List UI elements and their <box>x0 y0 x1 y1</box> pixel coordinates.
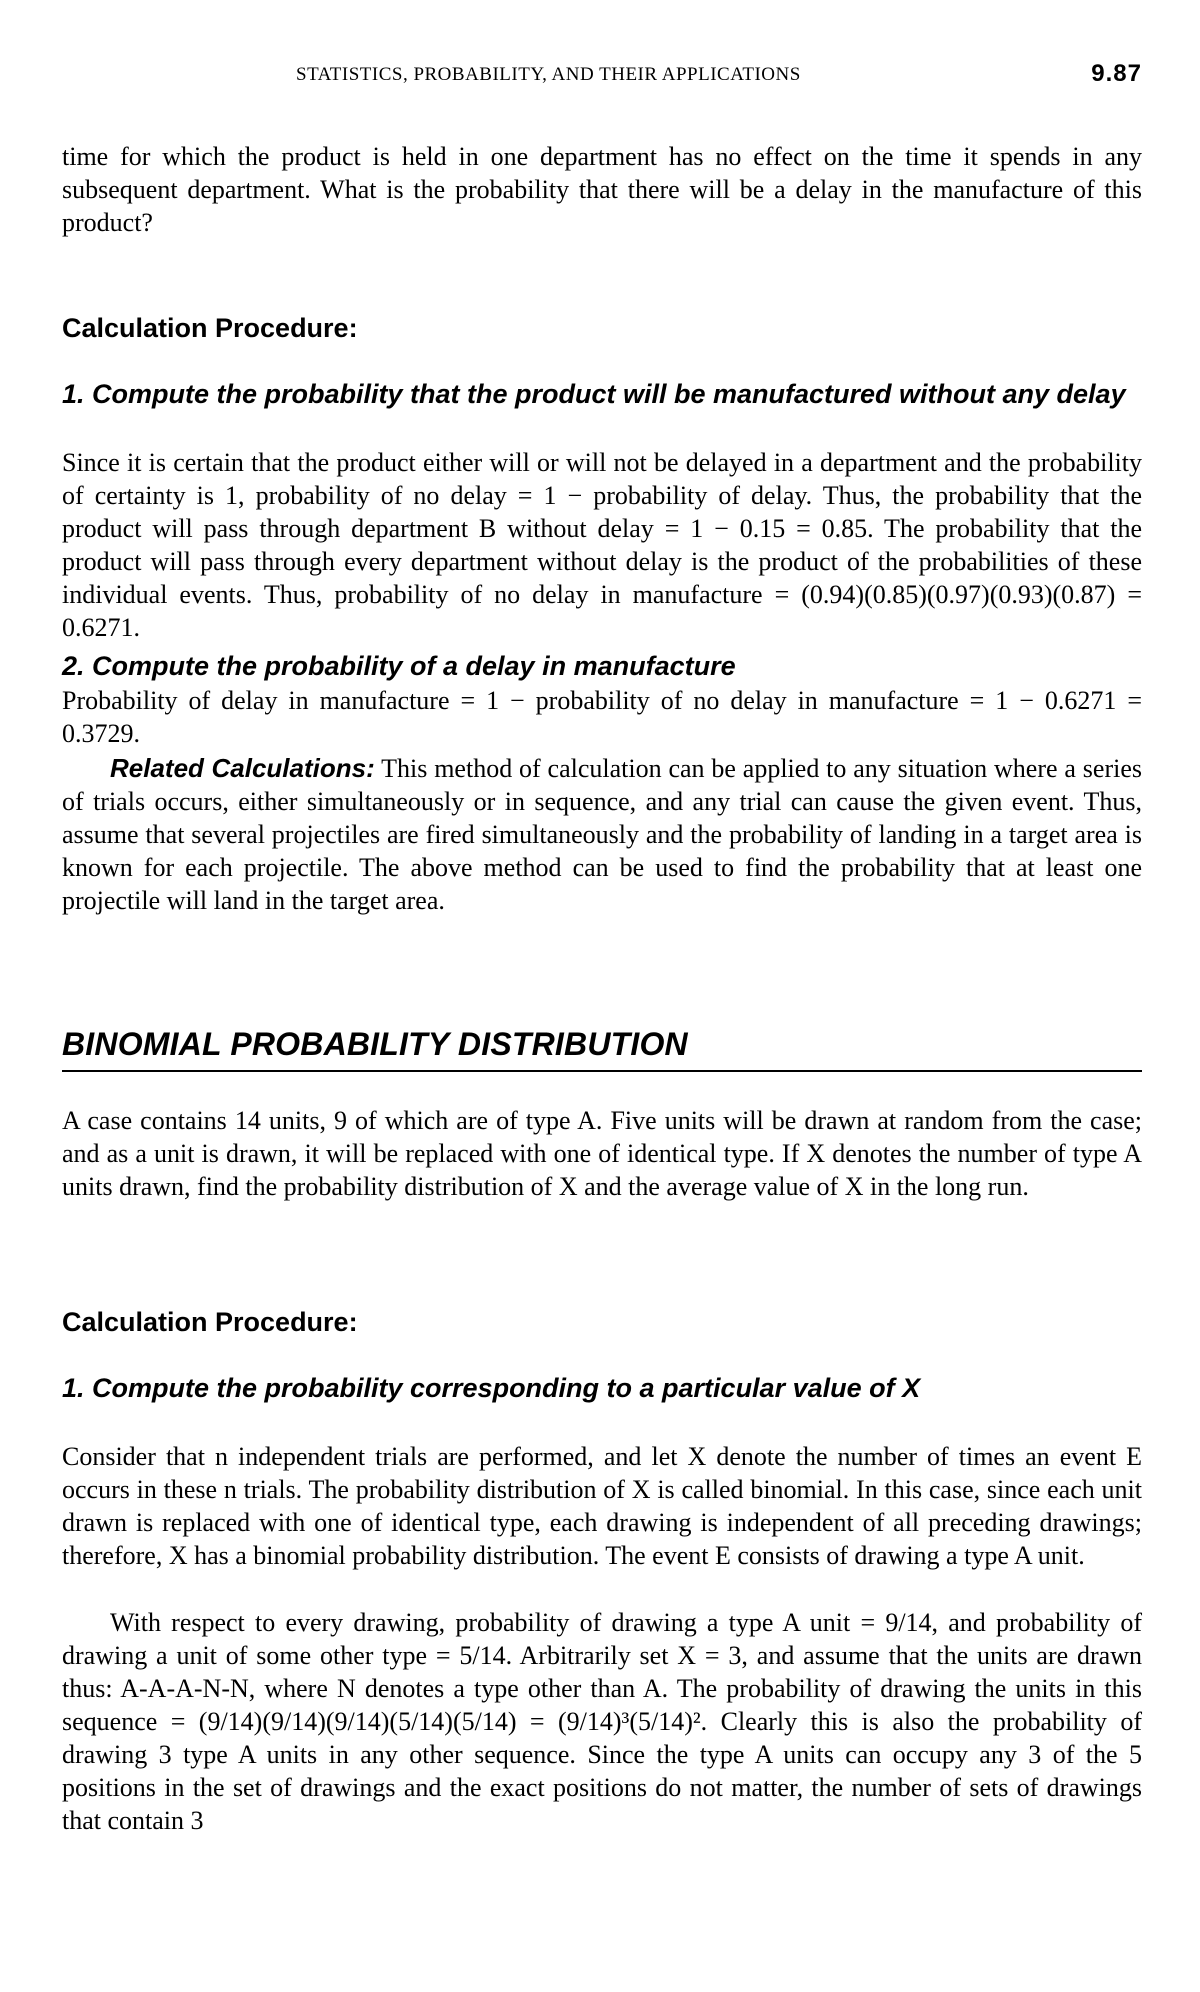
step1-heading-2: 1. Compute the probability corresponding to a particular value of X <box>62 1373 921 1403</box>
step1-paragraph: Since it is certain that the product either will or will not be delayed in a department and the probability of certainty is 1, probability of no delay = 1 − probability of delay. Thus, the probability that the product will pass through department B without delay = 1 − 0.15 = 0.85. The probability that the product will pass through every department without delay is the product of the probabilities of these individual events. Thus, probability of no delay in manufacture = (0.94)(0.85)(0.97)(0.93)(0.87) = 0.6271. <box>62 448 1142 642</box>
binomial-paragraph-2: With respect to every drawing, probability of drawing a type A unit = 9/14, and probability of drawing a unit of some other type = 5/14. Arbitrarily set X = 3, and assume that the units are drawn thus: A-A-A-N-N, where N denotes a type other than A. The probability of drawing the units in this sequence = (9/14)(9/14)(9/14)(5/14)(5/14) = (9/14)³(5/14)². Clearly this is also the probability of drawing 3 type A units in any other sequence. Since the type A units can occupy any 3 of the 5 positions in the set of drawings and the exact positions do not matter, the number of sets of drawings that contain 3 <box>62 1608 1142 1835</box>
page-number: 9.87 <box>1091 60 1142 87</box>
step1-heading: 1. Compute the probability that the product will be manufactured without any delay <box>62 379 1126 409</box>
step2-heading: 2. Compute the probability of a delay in manufacture <box>62 651 736 681</box>
related-calculations-paragraph <box>62 752 1142 917</box>
calculation-procedure-heading: Calculation Procedure: <box>62 313 358 343</box>
binomial-paragraph-1: Consider that n independent trials are performed, and let X denote the number of times an event E occurs in these n trials. The probability distribution of X is called binomial. In this case, since each unit drawn is replaced with one of identical type, each drawing is independent of all preceding drawings; therefore, X has a binomial probability distribution. The event E consists of drawing a type A unit. <box>62 1442 1142 1570</box>
related-calculations-label: Related Calculations: <box>110 753 375 783</box>
problem-paragraph: A case contains 14 units, 9 of which are of type A. Five units will be drawn at random from the case; and as a unit is drawn, it will be replaced with one of identical type. If X denotes the number of type A units drawn, find the probability distribution of X and the average value of X in the long run. <box>62 1106 1142 1201</box>
step2-paragraph: Probability of delay in manufacture = 1 − probability of no delay in manufacture = 1 − 0.6271 = 0.3729. <box>62 686 1142 748</box>
calculation-procedure-heading-2: Calculation Procedure: <box>62 1307 358 1337</box>
intro-paragraph: time for which the product is held in one department has no effect on the time it spends in any subsequent department. What is the probability that there will be a delay in the manufacture of this product? <box>62 142 1142 237</box>
running-title: STATISTICS, PROBABILITY, AND THEIR APPLICATIONS <box>296 64 801 85</box>
related-calculations-text: This method of calculation can be applied to any situation where a series of trials occurs, either simultaneously or in sequence, and any trial can cause the given event. Thus, assume that several projectiles are fired simultaneously and the probability of landing in a target area is known for each projectile. The above method can be used to find the probability that at least one projectile will land in the target area. <box>62 754 1142 915</box>
section-title: BINOMIAL PROBABILITY DISTRIBUTION <box>62 1026 688 1062</box>
section-rule <box>62 1070 1142 1072</box>
running-header <box>62 60 1142 88</box>
